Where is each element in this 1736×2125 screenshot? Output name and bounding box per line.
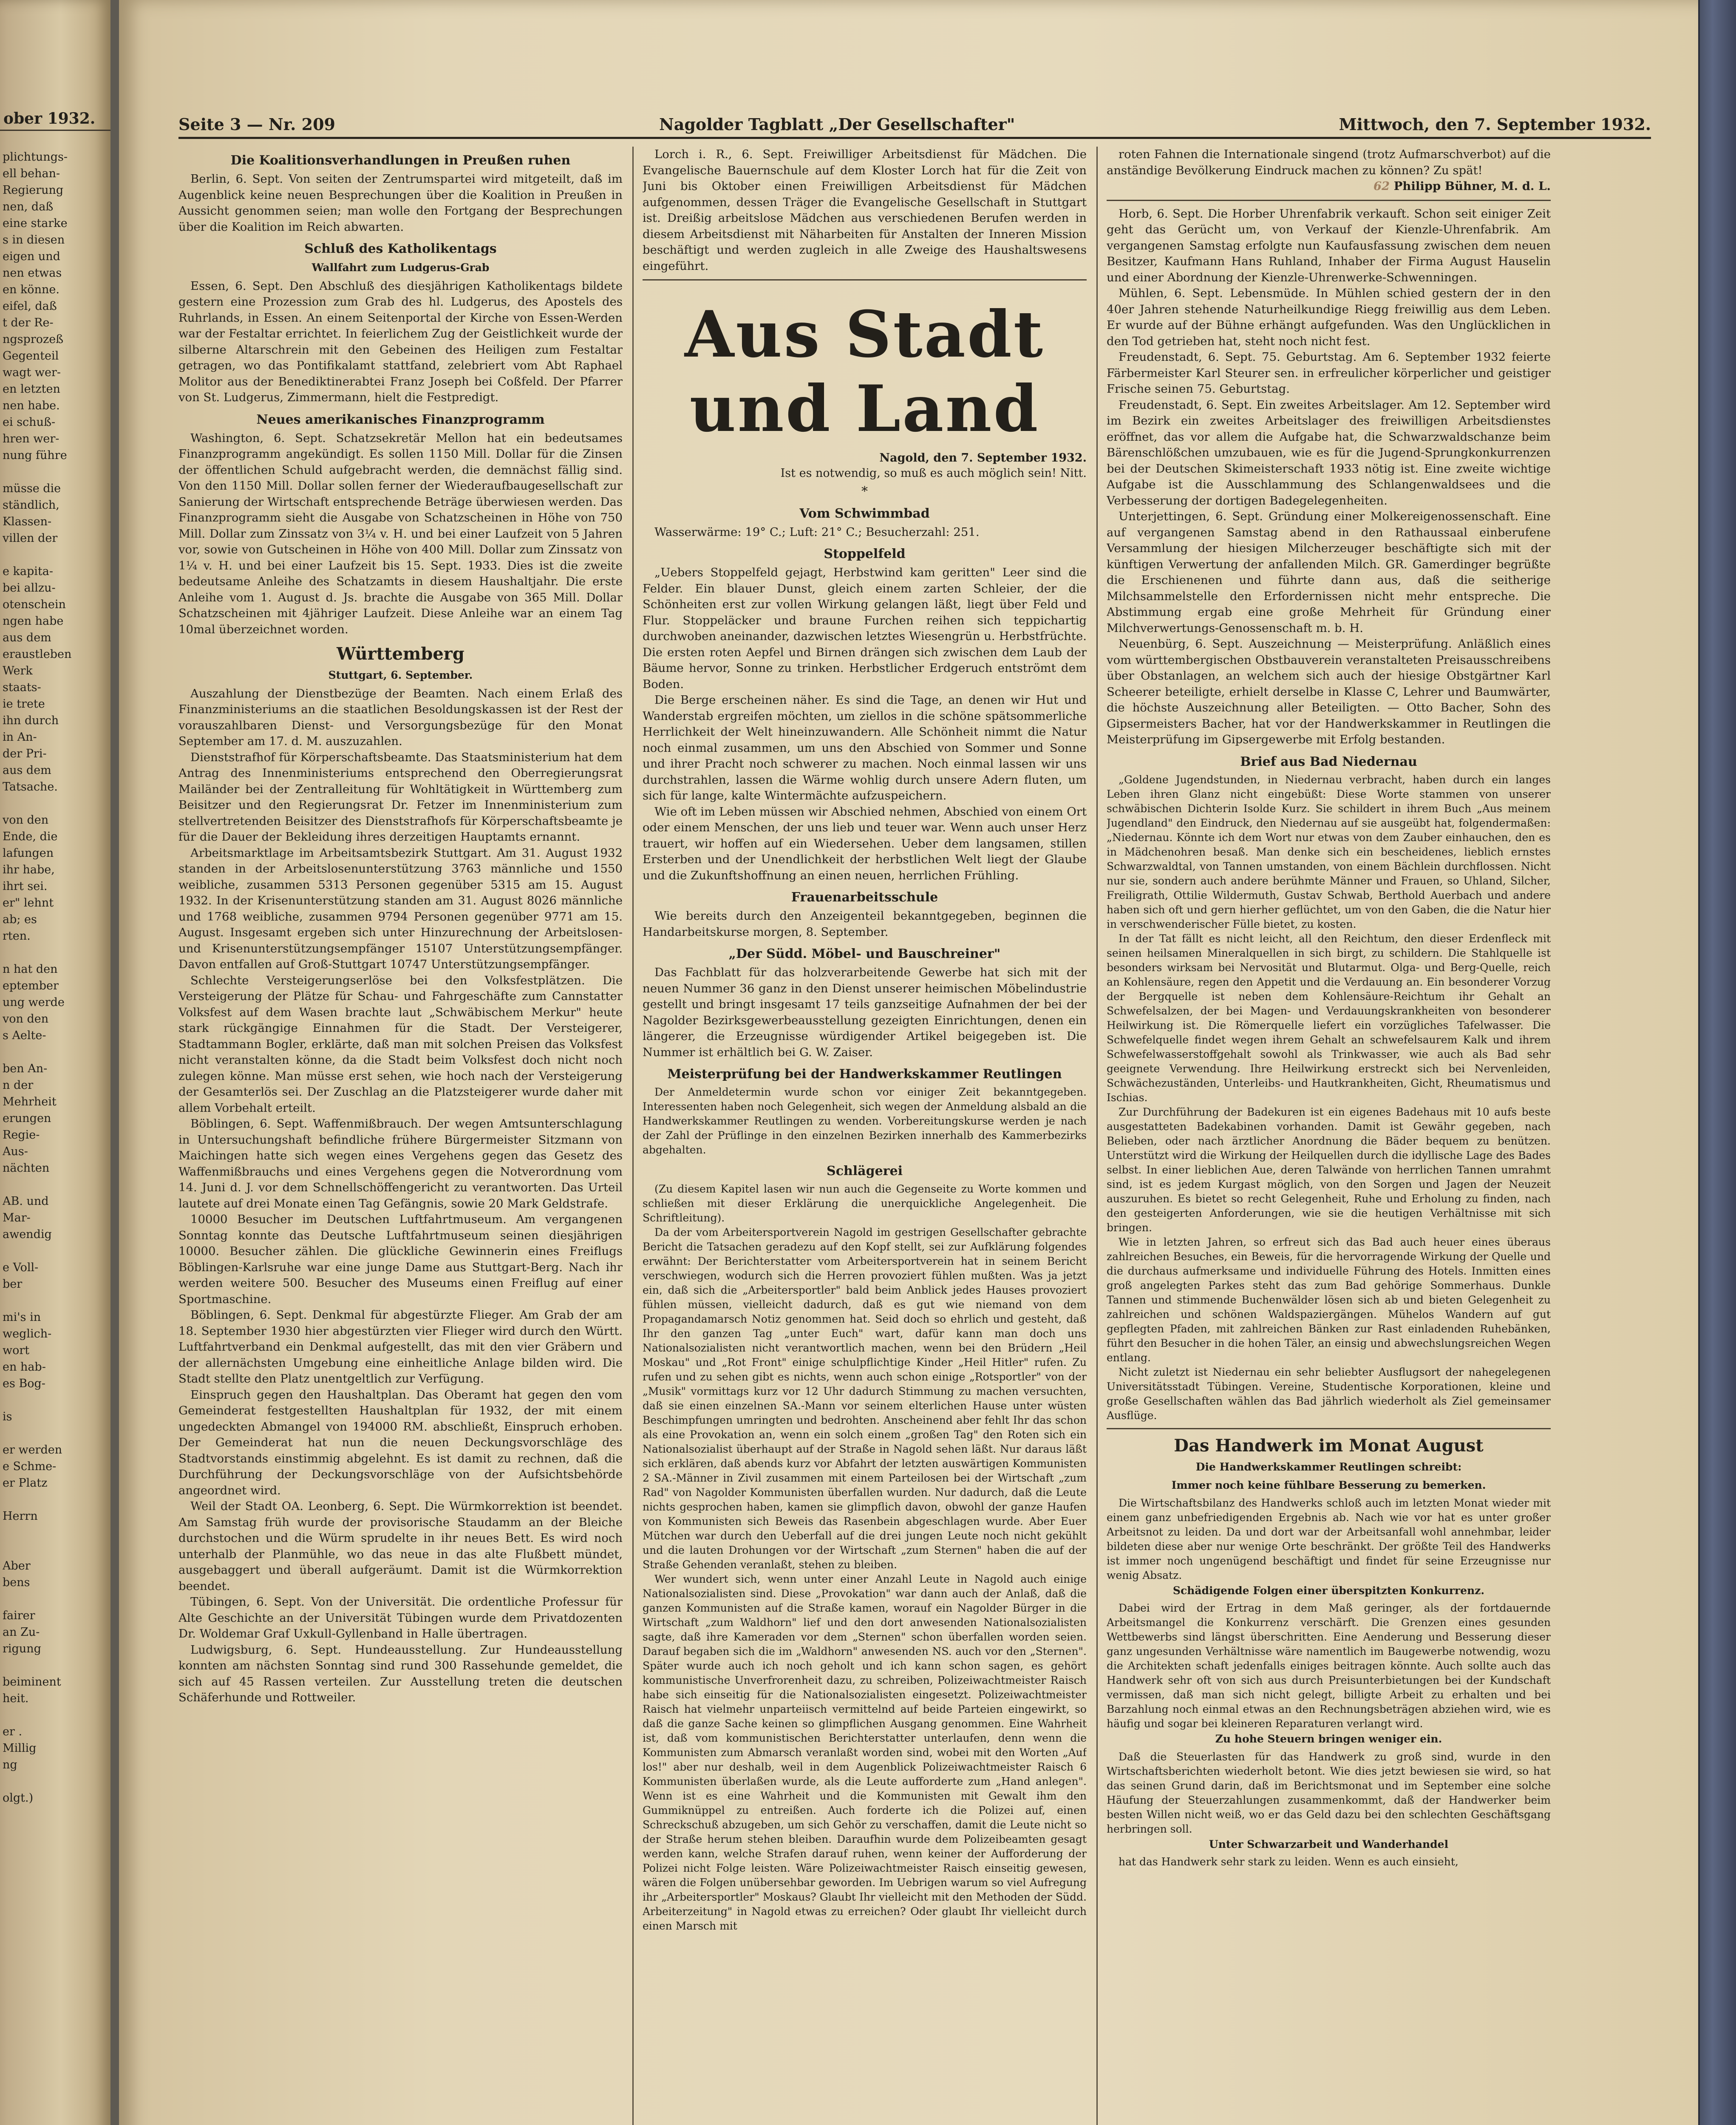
column-1	[178, 147, 623, 2125]
article-paragraph: Einspruch gegen den Haushaltplan. Das Oberamt hat gegen den vom Gemeinderat festgestellten Haushaltplan für 1932, der mit einem ungedeckten Abmangel von 194000 RM. abschließt, Einspruch erhoben. Der Gemeinderat hat nun die neuen Deckungsvorschläge des Stadtvorstands einstimmig abgelehnt. Es ist damit zu rechnen, daß die Durchführung der Deckungsvorschläge von der Aufsichtsbehörde angeordnet wird.	[178, 1388, 623, 1497]
article-paragraph: Wie in letzten Jahren, so erfreut sich das Bad auch heuer eines überaus zahlreichen Besuches, ein Beweis, für die hervorragende Wirkung der Quelle und die durchaus aufmerksame und individuelle Führung des Hotels. Inmitten eines groß angelegten Parkes steht das zum Bad gehörige Sommerhaus. Dunkle Tannen und stimmende Buchenwälder lösen sich ab und bieten Gelegenheit zu zahlreichen und schönen Waldspaziergängen. Mühelos Wandern auf gut gepflegten Pfaden, mit zahlreichen Bänken zur Rast einladenden Ruhebänken, führt den Besucher in die hohen Täler, an einsig und abwechslungsreichen Wegen entlang.	[1107, 1235, 1551, 1364]
left-page-line: eigen und	[3, 250, 60, 263]
article-paragraph: Wasserwärme: 19° C.; Luft: 21° C.; Besucherzahl: 251.	[654, 525, 980, 539]
article-paragraph: Mühlen, 6. Sept. Lebensmüde. In Mühlen schied gestern der in den 40er Jahren stehende Naturheilkundige Riegg freiwillig aus dem Leben. Er wurde auf der Bühne erhängt aufgefunden. Was den Unglücklichen in den Tod getrieben hat, steht noch nicht fest.	[1107, 286, 1551, 348]
left-page-line: bei allzu-	[3, 581, 56, 595]
left-page-line: mi's in	[3, 1311, 41, 1324]
section-dateline: Stuttgart, 6. September.	[328, 669, 473, 681]
article-paragraph: 10000 Besucher im Deutschen Luftfahrtmuseum. Am vergangenen Sonntag konnte das Deutsche Luftfahrtmuseum seinen diesjährigen 10000. Besucher zählen. Die glückliche Gewinnerin eines Freiflugs Böblingen-Karlsruhe war eine junge Dame aus Stuttgart-Berg. Nach ihr werden weitere 500. Besucher des Museums einen Freiflug auf einer Sportmaschine.	[178, 1213, 623, 1306]
left-page-line	[3, 1491, 109, 1508]
article-paragraph: „Uebers Stoppelfeld gejagt, Herbstwind kam geritten" Leer sind die Felder. Ein blauer Dunst, gleich einem zarten Schleier, der die Schönheiten erst zur vollen Wirkung gelangen läßt, liegt über Feld und Flur. Stoppeläcker und braune Furchen reihen sich teppichartig durchwoben aneinander, dazwischen letztes Wiesengrün u. Herbstfrüchte. Die ersten roten Aepfel und Birnen drängen sich zwischen dem Laub der Bäume hervor, Sonne zu trinken. Herbstlicher Erdgeruch entströmt dem Boden.	[643, 566, 1087, 691]
headline: Schluß des Katholikentags	[304, 241, 497, 256]
article-paragraph: Nicht zuletzt ist Niedernau ein sehr beliebter Ausflugsort der nahegelegenen Universitätsstadt Tübingen. Vereine, Studentische Korporationen, kleine und große Gesellschaften wählen das Bad jährlich wiederholt als Ziel gemeinsamer Ausflüge.	[1107, 1366, 1551, 1422]
left-page-line	[3, 1044, 109, 1060]
left-page-line: eine starke	[3, 217, 68, 230]
left-page-line: ei schuß-	[3, 416, 56, 429]
article-paragraph: Neuenbürg, 6. Sept. Auszeichnung — Meisterprüfung. Anläßlich eines vom württembergischen Obstbauverein veranstalteten Preisausschreibens über Obstanlagen, an welchem sich auch der hiesige Obstgärtner Karl Scheerer beteiligte, erhielt derselbe in Klasse C, Lehrer und Baumwärter, die höchste Auszeichnung aller Beteiligten. — Otto Bacher, Sohn des Gipsermeisters Bacher, hat vor der Handwerkskammer in Reutlingen die Meisterprüfung im Gipsergewerbe mit Erfolg bestanden.	[1107, 637, 1551, 746]
headline: Die Koalitionsverhandlungen in Preußen ruhen	[230, 153, 571, 168]
left-page-line: aus dem	[3, 764, 51, 777]
left-page-line: villen der	[3, 532, 58, 545]
left-page-line	[3, 1541, 109, 1558]
left-page-line: nen etwas	[3, 266, 62, 280]
subheadline: Zu hohe Steuern bringen weniger ein.	[1215, 1733, 1442, 1745]
headline: Vom Schwimmbad	[799, 506, 930, 521]
headline: Frauenarbeitsschule	[791, 890, 938, 905]
headline: Das Handwerk im Monat August	[1174, 1435, 1484, 1456]
left-page-line: rten.	[3, 929, 31, 943]
left-page-line: Mehrheit	[3, 1095, 57, 1108]
left-page-line: Regierung	[3, 184, 64, 197]
banner-dateline: Nagold, den 7. September 1932.	[879, 451, 1087, 465]
left-page-line: e Schme-	[3, 1460, 57, 1473]
left-page-rule	[0, 130, 110, 131]
left-page-line: wagt wer-	[3, 366, 61, 379]
left-page-line: Mar-	[3, 1211, 31, 1224]
left-page-line	[3, 1707, 109, 1723]
left-page-line: er .	[3, 1725, 23, 1738]
left-page-line: nen habe.	[3, 399, 60, 412]
left-page-line	[3, 795, 109, 812]
left-page-line: von den	[3, 1012, 49, 1026]
left-page-line: fairer	[3, 1609, 35, 1622]
article-paragraph: Da der vom Arbeitersportverein Nagold im gestrigen Gesellschafter gebrachte Bericht die Tatsachen geradezu auf den Kopf stellt, sei zur Aufklärung folgendes erwähnt: Der Berichterstatter vom Arbeitersportverein hat in seinem Bericht verschwiegen, wodurch sich die Herren provoziert fühlen mußten. Was ja jetzt ein, daß sich die „Arbeitersportler" bald beim Anblick jedes Hauses provoziert fühlen müssen, vielleicht dadurch, daß es gut wie niemand von dem Propagandamarsch Notiz genommen hat. Seid doch so ehrlich und gesteht, daß Ihr den ganzen Tag „unter Euch" wart, dafür kann man doch uns Nationalsozialisten nicht verantwortlich machen, wenn bei den Brüdern „Heil Moskau" und „Rot Front" einige schulpflichtige Kinder „Heil Hitler" rufen. Zu rufen und zu sehen gibt es nichts, wenn auch schon einige „Rotsportler" von der „Musik" vormittags kurz vor 12 Uhr dadurch Stimmung zu machen versuchten, daß sie einen einzelnen SA.-Mann vor seinem elterlichen Hause unter wüsten Beschimpfungen umringten und bedrohten. Anscheinend aber fehlt Ihr das schon als eine Provokation an, wenn ein solch einem „großen Tag" den Roten sich ein Nationalsozialist überhaupt auf der Straße in Nagold sehen läßt. Nur daraus läßt sich erklären, daß abends kurz vor Abfahrt der letzten auswärtigen Kommunisten 2 SA.-Männer in Zivil zusammen mit einem Parteilosen bei der Wirtschaft „zum Rad" von Nagolder Kommunisten überfallen wurden. Nur dadurch, daß die Leute nichts gesprochen haben, kamen sie glimpflich davon, obwohl der ganze Haufen von Kommunisten sich Beweis das Rasenbein abgeschlagen wurde. Aber Euer Mütchen war durch den Ueberfall auf die drei jungen Leute noch nicht gekühlt und die lauten Drohungen vor der Wirtschaft „zum Sternen" haben die auf der Straße Gehenden veranlaßt, stehen zu bleiben.	[643, 1226, 1087, 1571]
masthead	[178, 108, 1651, 134]
left-page-line: ell behan-	[3, 167, 60, 180]
left-page-line: er werden	[3, 1443, 62, 1456]
left-page-line: e Voll-	[3, 1261, 39, 1274]
separator	[643, 279, 1087, 280]
headline: Neues amerikanisches Finanzprogramm	[256, 412, 545, 427]
left-page-line: ung werde	[3, 996, 65, 1009]
left-page-line	[3, 1773, 109, 1790]
left-page-line: n hat den	[3, 963, 58, 976]
article-paragraph: Die Wirtschaftsbilanz des Handwerks schloß auch im letzten Monat wieder mit einem ganz unbefriedigenden Ergebnis ab. Nach wie vor hat es unter großer Arbeitsnot zu leiden. Da und dort war der Arbeitsanfall wohl annehmbar, leider bildeten diese aber nur wenige Orte beschränkt. Der größte Teil des Handwerks ist immer noch ungenügend beschäftigt und findet für seine Erzeugnisse nur wenig Absatz.	[1107, 1496, 1551, 1581]
left-page-line: otenschein	[3, 598, 66, 611]
article-paragraph: Weil der Stadt OA. Leonberg, 6. Sept. Die Würmkorrektion ist beendet. Am Samstag früh wurde der provisorische Staudamm an der Bleiche durchstochen und die Würm sprudelte in ihr neues Bett. Es wird noch unterhalb der Planmühle, wo das neue in das alte Flußbett mündet, ausgebaggert und überall aufgeräumt. Damit ist die Würmkorrektion beendet.	[178, 1499, 623, 1593]
left-page-line: rigung	[3, 1642, 41, 1655]
left-page-line: Werk	[3, 664, 33, 677]
left-page-line: s in diesen	[3, 233, 65, 246]
left-page-line	[3, 1392, 109, 1408]
left-page-line: ngen habe	[3, 615, 64, 628]
article-paragraph: Lorch i. R., 6. Sept. Freiwilliger Arbeitsdienst für Mädchen. Die Evangelische Bauernschule auf dem Kloster Lorch hat für die Zeit von Juni bis Oktober einen Freiwilligen Arbeitsdienst für Mädchen aufgenommen, dessen Träger die Evangelische Gesellschaft in Stuttgart ist. Dreißig arbeitslose Mädchen aus verschiedenen Berufen werden in diesem Arbeitsdienst mit Näharbeiten für Anstalten der Inneren Mission beschäftigt und werden zugleich in alle Zweige des Haushaltswesens eingeführt.	[643, 147, 1087, 273]
article-paragraph: Freudenstadt, 6. Sept. 75. Geburtstag. Am 6. September 1932 feierte Färbermeister Karl Steurer sen. in erfreulicher körperlicher und geistiger Frische seinen 75. Geburtstag.	[1107, 350, 1551, 396]
newspaper-page	[119, 0, 1700, 2125]
left-page-line: an Zu-	[3, 1626, 40, 1639]
article-paragraph: Das Fachblatt für das holzverarbeitende Gewerbe hat sich mit der neuen Nummer 36 ganz in den Dienst unserer heimischen Möbelindustrie gestellt und bringt insgesamt 17 teils ganzseitige Aufnahmen der bei der Nagolder Bezirksgewerbeausstellung gezeigten Einrichtungen, denen ein längerer, die Erzeugnisse würdigender Artikel beigegeben ist. Die Nummer ist erhältlich bei G. W. Zaiser.	[643, 966, 1087, 1059]
left-page-line: erungen	[3, 1112, 51, 1125]
masthead-rule	[178, 137, 1651, 139]
left-page-line: von den	[3, 813, 49, 827]
left-page-line	[3, 547, 109, 563]
left-page-line: Tatsache.	[3, 780, 58, 793]
left-page-line: en hab-	[3, 1360, 46, 1374]
left-page-line: müsse die	[3, 482, 61, 495]
left-page-line: olgt.)	[3, 1791, 34, 1805]
left-page-line: hren wer-	[3, 432, 59, 445]
left-page-line: e kapita-	[3, 565, 54, 578]
signature	[1107, 178, 1551, 195]
article-paragraph: Horb, 6. Sept. Die Horber Uhrenfabrik verkauft. Schon seit einiger Zeit geht das Gerücht um, von Verkauf der Kienzle-Uhrenfabrik. Am vergangenen Samstag erfolgte nun Kaufausfassung zwischen dem neuen Besitzer, Kaufmann Hans Ruhland, Inhaber der Firma August Hauselin und einer Abordnung der Kienzle-Uhrenwerke-Schwenningen.	[1107, 207, 1551, 284]
article-paragraph: Ludwigsburg, 6. Sept. Hundeausstellung. Zur Hundeausstellung konnten am nächsten Sonntag sind rund 300 Rassehunde gemeldet, die sich auf 45 Rassen verteilen. Zur Ausstellung treten die deutschen Schäferhunde und Rottweiler.	[178, 1643, 623, 1704]
left-page-line: er Platz	[3, 1476, 48, 1490]
left-page-line	[3, 1524, 109, 1541]
article-paragraph: Böblingen, 6. Sept. Waffenmißbrauch. Der wegen Amtsunterschlagung in Untersuchungshaft befindliche frühere Bürgermeister Sitzmann von Maichingen hatte sich wegen eines Vergehens gegen das Gesetz des Waffenmißbrauchs und eines Vergehens gegen die Notverordnung vom 14. Juni d. J. vor dem Schnellschöffengericht zu verantworten. Das Urteil lautete auf drei Monate einen Tag Gefängnis, sowie 20 Mark Geldstrafe.	[178, 1117, 623, 1210]
separator	[1107, 200, 1551, 201]
left-page-line: ben An-	[3, 1062, 48, 1075]
left-page-line: ihn durch	[3, 714, 59, 727]
left-page-line: bens	[3, 1576, 30, 1589]
article-paragraph: Dabei wird der Ertrag in dem Maß geringer, als der fortdauernde Arbeitsmangel die Konkurrenz verschärft. Die Grenzen eines gesunden Wettbewerbs sind längst überschritten. Eine Aenderung und Besserung dieser ganz ungesunden Verhältnisse wäre namentlich im Baugewerbe notwendig, wozu die Architekten schaft jedenfalls einiges beitragen könnte. Auch sollte auch das Handwerk sehr oft von sich aus durch Preisunterbietungen bei der Kundschaft vermissen, daß man sich nicht gelegt, billigte Arbeit zu erhalten und bei Barzahlung noch einmal etwas an den Rechnungsbeträgen abziehen wird, wie es häufig und sogar bei kleineren Reparaturen verlangt wird.	[1107, 1602, 1551, 1730]
article-paragraph: Berlin, 6. Sept. Von seiten der Zentrumspartei wird mitgeteilt, daß im Augenblick keine neuen Besprechungen über die Koalition in Preußen in Aussicht genommen seien; man wolle den Fortgang der Besprechungen über die Koalition im Reich abwarten.	[178, 172, 623, 234]
pencil-note: 62	[1373, 179, 1390, 193]
article-paragraph: Dienststrafhof für Körperschaftsbeamte. Das Staatsministerium hat dem Antrag des Innenministeriums entsprechend den Oberregierungsrat Mailänder bei der Zentralleitung für Wohltätigkeit in Württemberg zum Beisitzer und den Regierungsrat Dr. Fetzer im Innenministerium zum stellvertretenden Beisitzer des Dienststrafhofs für Körperschaftsbeamte je für die Dauer der Bekleidung ihres derzeitigen Hauptamts ernannt.	[178, 750, 623, 844]
left-page-line: Herrn	[3, 1510, 38, 1523]
subheadline: Unter Schwarzarbeit und Wanderhandel	[1209, 1838, 1449, 1850]
article-paragraph: Schlechte Versteigerungserlöse bei den Volksfestplätzen. Die Versteigerung der Plätze für Schau- und Fahrgeschäfte zum Cannstatter Volksfest auf dem Wasen brachte laut „Schwäbischem Merkur" heute stark rückgängige Einnahmen für die Stadt. Der Versteigerer, Stadtammann Bogler, erklärte, daß man mit solchen Preisen das Volksfest nicht veranstalten könne, da die Stadt beim Volksfest doch nicht noch zulegen könne. Man müsse erst sehen, wie hoch nach der Versteigerung der Gesamterlös sei. Der Zuschlag an die Platzsteigerer wurde daher mit allem Vorbehalt erteilt.	[178, 973, 623, 1115]
left-page-line	[3, 944, 109, 961]
headline: „Der Südd. Möbel- und Bauschreiner"	[728, 946, 1001, 961]
left-page-line: Millig	[3, 1742, 37, 1755]
left-page-line: Klassen-	[3, 515, 52, 528]
left-page-line: lafungen	[3, 847, 54, 860]
article-paragraph: hat das Handwerk sehr stark zu leiden. Wenn es auch einsieht,	[1119, 1856, 1458, 1868]
left-page-line: eraustleben	[3, 648, 72, 661]
left-page-line: nung führe	[3, 449, 67, 462]
left-page-line: Aus-	[3, 1145, 28, 1158]
article-paragraph: Unterjettingen, 6. Sept. Gründung einer Molkereigenossenschaft. Eine auf vergangenen Samstag abend in den Rathaussaal einberufene Versammlung der hiesigen Milcherzeuger beschäftigte sich mit der künftigen Verwertung der anfallenden Milch. GR. Gamerdinger begrüßte die Erschienenen und führte dann aus, daß die seitherige Milchsammelstelle den Erfordernissen nicht mehr entspreche. Die Abstimmung ergab eine große Mehrheit für Gründung einer Milchverwertungs-Genossenschaft m. b. H.	[1107, 510, 1551, 635]
left-page-line: en letzten	[3, 382, 60, 396]
signature-text: Philipp Bühner, M. d. L.	[1393, 179, 1551, 193]
left-page-line: ie trete	[3, 697, 45, 711]
subheadline: Immer noch keine fühlbare Besserung zu bemerken.	[1171, 1479, 1486, 1491]
page-number: Seite 3 — Nr. 209	[178, 115, 335, 134]
left-page-line	[3, 1292, 109, 1309]
newspaper-title: Nagolder Tagblatt „Der Gesellschafter"	[659, 115, 1015, 134]
issue-date: Mittwoch, den 7. September 1932.	[1339, 115, 1651, 134]
column-3	[1107, 147, 1551, 2125]
left-page-line: Aber	[3, 1559, 31, 1572]
left-page-line: ihr habe,	[3, 863, 55, 876]
left-page-line: Gegenteil	[3, 349, 59, 363]
article-paragraph: Die Berge erscheinen näher. Es sind die Tage, an denen wir Hut und Wanderstab ergreifen möchten, um ziellos in die schöne spätsommerliche Herrlichkeit der Welt hineinzuwandern. Alle Schönheit nimmt die Natur noch einmal zusammen, um uns den Abschied von Sommer und Sonne und ihrer Pracht noch schwerer zu machen. Noch einmal lassen wir uns durchstrahlen, lassen die Wärme wohlig durch unsere Adern fluten, um sich für lange, kalte Wintermächte aufzuspeichern.	[643, 693, 1087, 802]
left-page-line: beiminent	[3, 1675, 61, 1689]
left-page-line: staats-	[3, 681, 41, 694]
article-paragraph: Wie bereits durch den Anzeigenteil bekanntgegeben, beginnen die Handarbeitskurse morgen, 8. September.	[643, 909, 1087, 939]
section-banner: Aus Stadt und Land	[684, 297, 1045, 446]
left-page-line: AB. und	[3, 1195, 49, 1208]
left-page-line: t der Re-	[3, 316, 54, 329]
left-page-line: nächten	[3, 1162, 50, 1175]
article-paragraph: „Goldene Jugendstunden, in Niedernau verbracht, haben durch ein langes Leben ihren Glanz nicht eingebüßt: Diese Worte stammen von unserer schwäbischen Dichterin Isolde Kurz. Sie schildert in ihrem Buch „Aus meinem Jugendland" den Eindruck, den Niedernau auf sie ausgeübt hat, folgendermaßen: „Niedernau. Könnte ich dem Wort nur etwas von dem Zauber einhauchen, den es in Mädchenohren besaß. Man denke sich ein bescheidenes, lieblich ernstes Schwarzwaldtal, von Tannen umstanden, von einem Bächlein durchflossen. Nicht nur sie, sondern auch andere berühmte Männer und Frauen, so Uhland, Silcher, Freiligrath, Ottilie Wildermuth, Gustav Schwab, Berthold Auerbach und andere haben sich oft und gern hierher geflüchtet, um von den Gaben, die die Natur hier in verschwenderischer Fülle bietet, zu kosten.	[1107, 773, 1551, 930]
left-page-line: er" lehnt	[3, 896, 54, 910]
subheadline: Wallfahrt zum Ludgerus-Grab	[312, 261, 490, 274]
banner-quote: Ist es notwendig, so muß es auch möglich sein! Nitt.	[780, 467, 1087, 480]
left-page-line: es Bog-	[3, 1377, 45, 1390]
column-2	[643, 147, 1087, 2125]
article-paragraph: Essen, 6. Sept. Den Abschluß des diesjährigen Katholikentags bildete gestern eine Prozession zum Grab des hl. Ludgerus, des Apostels des Ruhrlands, in Essen. An einem Seitenportal der Kirche von Essen-Werden war der Festaltar errichtet. In feierlichem Zug der Geistlichkeit wurde der silberne Altarschrein mit den Gebeinen des Heiligen zum Festaltar getragen, wo das Pontifikalamt stattfand, zelebriert vom Abt Raphael Molitor aus der Benediktinerabtei Franz Joseph bei Coßfeld. Der Pfarrer von St. Ludgerus, Zimmermann, hielt die Festpredigt.	[178, 279, 623, 404]
article-paragraph: Der Anmeldetermin wurde schon vor einiger Zeit bekanntgegeben. Interessenten haben noch Gelegenheit, sich wegen der Anmeldung alsbald an die Handwerkskammer Reutlingen zu wenden. Vorbereitungskurse werden je nach der Zahl der Prüflinge in den einzelnen Bezirken innerhalb des Kammerbezirks abgehalten.	[643, 1086, 1087, 1156]
left-page-line: weglich-	[3, 1327, 52, 1340]
left-page-line: ab; es	[3, 913, 37, 926]
left-page-line: plichtungs-	[3, 150, 68, 164]
left-page-line: ständlich,	[3, 499, 59, 512]
article-paragraph: Wie oft im Leben müssen wir Abschied nehmen, Abschied von einem Ort oder einem Menschen, der uns lieb und teuer war. Wenn auch unser Herz trauert, wir hoffen auf ein Wiedersehen. Ueber dem langsamen, stillen Ersterben und der Unendlichkeit der herbstlichen Welt liegt der Glaube und die Zukunftshoffnung an einen neuen, herrlichen Frühling.	[643, 805, 1087, 882]
headline: Brief aus Bad Niedernau	[1240, 754, 1417, 769]
article-paragraph: Arbeitsmarktlage im Arbeitsamtsbezirk Stuttgart. Am 31. August 1932 standen in der Arbeitslosenunterstützung 3763 männliche und 1550 weibliche, zusammen 5313 Personen gegenüber 5315 am 15. August 1932. In der Krisenunterstützung standen am 31. August 8026 männliche und 1768 weibliche, zusammen 9794 Personen gegenüber 9771 am 15. August. Insgesamt ergeben sich unter Hinzurechnung der Arbeitslosen- und Krisenunterstützungsempfänger 15107 Unterstützungsempfänger. Davon entfallen auf Groß-Stuttgart 10747 Unterstützungsempfänger.	[178, 846, 623, 971]
left-page-line: en könne.	[3, 283, 59, 296]
subheadline: Schädigende Folgen einer überspitzten Konkurrenz.	[1172, 1584, 1485, 1597]
left-page-line: heit.	[3, 1692, 29, 1705]
left-page-line: aus dem	[3, 631, 51, 644]
article-paragraph: In der Tat fällt es nicht leicht, all den Reichtum, den dieser Erdenfleck mit seinen heilsamen Mineralquellen in sich birgt, zu schildern. Die Stahlquelle ist besonders wirksam bei Nervosität und Blutarmut. Olga- und Berg-Quelle, reich an Kohlensäure, regen den Appetit und die Verdauung an. Ein besonderer Vorzug der Bergquelle ist neben dem Kohlensäure-Reichtum ihr Gehalt an Schwefelsalzen, der bei Magen- und Verdauungskrankheiten von besonderer Heilwirkung ist. Die Römerquelle liefert ein vorzügliches Tafelwasser. Die Schwefelquelle findet wegen ihrem Gehalt an schwefelsaurem Kalk und ihrem Schwefelwasserstoffgehalt sowohl als Trinkwasser, wie auch als Bad sehr geeignete Verwendung. Ihre Heilwirkung erstreckt sich bei Nervenleiden, Schwächezuständen, Unterleibs- und Hautkrankheiten, Gicht, Rheumatismus und Ischias.	[1107, 932, 1551, 1104]
left-page-line	[3, 1591, 109, 1607]
left-page-line: ihrt sei.	[3, 880, 48, 893]
article-paragraph: Böblingen, 6. Sept. Denkmal für abgestürzte Flieger. Am Grab der am 18. September 1930 hier abgestürzten vier Flieger wird durch den Württ. Luftfahrtverband ein Denkmal aufgestellt, das mit den vier Gräbern und der allernächsten Umgebung eine einheitliche Anlage bilden wird. Die Stadt stellte den Platz unentgeltlich zur Verfügung.	[178, 1308, 623, 1386]
left-page-header: ober 1932.	[3, 110, 96, 128]
subheadline: Die Handwerkskammer Reutlingen schreibt:	[1195, 1460, 1462, 1473]
editor-note: (Zu diesem Kapitel lasen wir nun auch die Gegenseite zu Worte kommen und schließen mit dieser Erklärung die unerquickliche Angelegenheit. Die Schriftleitung).	[643, 1183, 1087, 1224]
star-divider: *	[861, 484, 868, 499]
left-page-line: der Pri-	[3, 747, 47, 760]
left-page-line: eptember	[3, 979, 59, 992]
article-paragraph: Wer wundert sich, wenn unter einer Anzahl Leute in Nagold auch einige Nationalsozialisten sind. Diese „Provokation" war dann auch der Anlaß, daß die ganzen Kommunisten auf die Straße kamen, worauf ein Nagolder Bürger in die Wirtschaft „zum Waldhorn" lief und den dort anwesenden Nationalsozialisten sagte, daß ihre Kameraden vor dem „Sternen" schon überfallen worden seien. Darauf begaben sich die im „Waldhorn" anwesenden NS. auch vor den „Sternen". Später wurde auch ich noch geholt und ich kann schon sagen, es gehört kommunistische Unverfrorenheit dazu, zu schreiben, Polizeiwachtmeister Raisch habe sich einseitig für die Nationalsozialisten eingesetzt. Polizeiwachtmeister Raisch hat vielmehr unparteiisch vermittelnd auf beide Parteien eingewirkt, so daß die ganze Sache keinen so glimpflichen Ausgang genommen. Eine Wahrheit ist, daß vom kommunistischen Berichterstatter unterlaufen, denn wenn die Kommunisten zum Abmarsch veranlaßt worden sind, wobei mit den Worten „Auf los!" aber nur deshalb, weil in dem Augenblick Polizeiwachtmeister Raisch 6 Kommunisten überlaßen wurde, als die Leute aufforderte zum „Hand anlegen". Wenn ist es eine Wahrheit und die Kommunisten mit Gewalt ihm den Gummiknüppel zu entreißen. Auch forderte ich die Polizei auf, einen Schreckschuß abzugeben, um sich Gehör zu verschaffen, damit die Leute nicht so der Straße herum stehen bleiben. Daraufhin wurde dem Polizeibeamten gesagt werden kann, welche Strafen darauf ruhen, wenn keiner der Aufforderung der Polizei nicht Folge leisten. Wäre Polizeiwachtmeister Raisch einseitig gewesen, wären die Folgen unübersehbar geworden. Im Uebrigen warum so viel Aufregung ihr „Arbeitersportler" Moskaus? Glaubt Ihr vielleicht mit den Methoden der Südd. Arbeiterzeitung" in Nagold etwas zu erreichen? Oder glaubt Ihr vielleicht durch einen Marsch mit	[643, 1573, 1087, 1932]
left-page-line: Regie-	[3, 1128, 40, 1142]
left-page-line: n der	[3, 1079, 34, 1092]
article-paragraph: Freudenstadt, 6. Sept. Ein zweites Arbeitslager. Am 12. September wird im Bezirk ein zweites Arbeitslager des freiwilligen Arbeitsdienstes eröffnet, das vor allem die Aufgabe hat, die Schwarzwaldschanze beim Bärenschlößchen umzubauen, wie es für die Jugend-Sprungkonkurrenzen bei der Deutschen Skimeisterschaft 1933 nötig ist. Eine zweite wichtige Aufgabe ist die Ausschlammung des Schlangenwaldsees und die Verbesserung der dortigen Badegelegenheiten.	[1107, 398, 1551, 507]
left-page-line: ngsprozeß	[3, 333, 64, 346]
article-paragraph: Daß die Steuerlasten für das Handwerk zu groß sind, wurde in den Wirtschaftsberichten wiederholt betont. Wie dies jetzt bewiesen sie wird, so hat das seinen Grund darin, daß im Berichtsmonat und im September eine solche Häufung der Steuerzahlungen zusammenkommt, daß der Handwerker beim besten Willen nicht weiß, wo er das Geld dazu bei den schlechten Geschäftsgang herbringen soll.	[1107, 1750, 1551, 1835]
headline: Meisterprüfung bei der Handwerkskammer Reutlingen	[667, 1067, 1062, 1082]
left-page-line: ber	[3, 1278, 23, 1291]
column-rule	[1096, 147, 1098, 2125]
separator	[1107, 1428, 1551, 1429]
left-page-text	[3, 149, 109, 1806]
section-title: Württemberg	[337, 644, 464, 664]
book-binding	[1698, 0, 1736, 2125]
headline: Stoppelfeld	[824, 547, 906, 561]
article-paragraph: Auszahlung der Dienstbezüge der Beamten. Nach einem Erlaß des Finanzministeriums an die staatlichen Besoldungskassen ist der Rest der vorauszahlbaren Dienst- und Versorgungsbezüge für den Monat September am 17. d. M. auszuzahlen.	[178, 686, 623, 748]
left-page-line	[3, 1243, 109, 1259]
left-page-line	[3, 1176, 109, 1193]
left-page-line: eifel, daß	[3, 300, 57, 313]
left-page-line: Ende, die	[3, 830, 58, 843]
left-page-line	[3, 1657, 109, 1674]
column-rule	[632, 147, 634, 2125]
article-paragraph: Zur Durchführung der Badekuren ist ein eigenes Badehaus mit 10 aufs beste ausgestatteten Badekabinen vorhanden. Damit ist Gewähr gegeben, nach Belieben, oder nach ärztlicher Anordnung die Bäder bequem zu benützen. Unterstützt wird die Wirkung der Heilquellen durch die idyllische Lage des Bades selbst. In einer lieblichen Aue, deren Talwände von herrlichen Tannen umrahmt sind, ist es jedem Kurgast möglich, von den Sorgen und Jagen der Neuzeit auszuruhen. Es bietet so recht Gelegenheit, Ruhe und Erholung zu finden, nach den gesteigerten Anforderungen, wie sie die heutigen Verhältnisse mit sich bringen.	[1107, 1105, 1551, 1234]
article-paragraph: roten Fahnen die Internationale singend (trotz Aufmarschverbot) auf die anständige Bevölkerung Eindruck machen zu können? Zu spät!	[1107, 147, 1551, 177]
article-paragraph: Washington, 6. Sept. Schatzsekretär Mellon hat ein bedeutsames Finanzprogramm angekündigt. Es sollen 1150 Mill. Dollar für die Zinsen der öffentlichen Schuld aufgebracht werden, die demnächst fällig sind. Von den 1150 Mill. Dollar sollen ferner der Wiederaufbaugesellschaft zur Sanierung der Wirtschaft entsprechende Beträge überwiesen werden. Das Finanzprogramm sieht die Ausgabe von Schatzscheinen in Höhe von 750 Mill. Dollar zum Zinssatz von 3¼ v. H. und bei einer Laufzeit von 5 Jahren vor, sowie von Gutscheinen in Höhe von 400 Mill. Dollar zum Zinssatz von 1¼ v. H. und bei einer Laufzeit bis 15. Sept. 1933. Dies ist die zweite bedeutsame Anleihe des Schatzamts in diesem Haushaltjahr. Die erste Anleihe vom 1. August d. Js. brachte die Ausgabe von 365 Mill. Dollar Schatzscheinen mit 4jähriger Laufzeit. Diese Anleihe war an einem Tag 10mal überzeichnet worden.	[178, 431, 623, 636]
left-page-line: awendig	[3, 1228, 52, 1241]
article-paragraph: Tübingen, 6. Sept. Von der Universität. Die ordentliche Professur für Alte Geschichte an der Universität Tübingen wurde dem Privatdozenten Dr. Woldemar Graf Uxkull-Gyllenband in Halle übertragen.	[178, 1595, 623, 1640]
left-page-line: ng	[3, 1758, 17, 1771]
headline: Schlägerei	[827, 1164, 903, 1179]
left-page-line	[3, 464, 109, 480]
left-page-fragment	[0, 0, 110, 2125]
left-page-line	[3, 1425, 109, 1442]
left-page-line: nen, daß	[3, 200, 54, 213]
left-page-line: s Aelte-	[3, 1029, 46, 1042]
left-page-line: is	[3, 1410, 12, 1423]
left-page-line: in An-	[3, 731, 37, 744]
left-page-line: wort	[3, 1344, 30, 1357]
